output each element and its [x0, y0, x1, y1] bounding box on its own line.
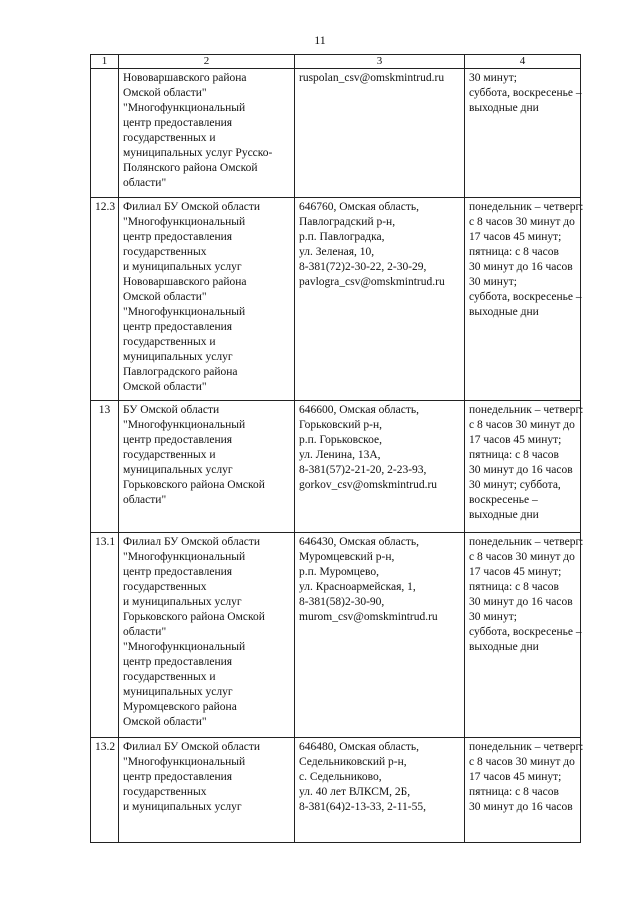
text-line: Горьковский р-н,: [299, 419, 382, 431]
text-line: центр предоставления: [123, 117, 233, 129]
text-line: gorkov_csv@omskmintrud.ru: [299, 479, 438, 491]
text-line: понедельник – четверг:: [469, 404, 584, 416]
text-line: Филиал БУ Омской области: [123, 536, 261, 548]
text-line: выходные дни: [469, 509, 539, 521]
text-line: муниципальных услуг: [123, 351, 233, 363]
office-name-cell: [119, 69, 295, 198]
text-line: р.п. Горьковское,: [299, 434, 383, 446]
text-line: 646600, Омская область,: [299, 404, 420, 416]
text-line: суббота, воскресенье –: [469, 291, 582, 303]
text-line: БУ Омской области: [123, 404, 220, 416]
office-hours-cell: [465, 533, 584, 738]
text-line: Павлоградского района: [123, 366, 238, 378]
text-line: центр предоставления: [123, 231, 233, 243]
office-address-cell: [295, 69, 465, 198]
table-row: [91, 69, 581, 198]
office-name-cell: [119, 738, 295, 843]
text-line: государственных: [123, 786, 207, 798]
row-number: 12.3: [91, 198, 119, 401]
text-line: Муромцевский р-н,: [299, 551, 395, 563]
column-header: 2: [119, 55, 295, 69]
office-address-cell: [295, 401, 465, 533]
text-line: 30 минут;: [469, 72, 517, 84]
text-line: с. Седельниково,: [299, 771, 382, 783]
text-line: ул. Красноармейская, 1,: [299, 581, 416, 593]
text-line: понедельник – четверг:: [469, 741, 584, 753]
text-line: ул. Зеленая, 10,: [299, 246, 375, 258]
text-line: "Многофункциональный: [123, 551, 246, 563]
text-line: ruspolan_csv@omskmintrud.ru: [299, 72, 445, 84]
office-address-cell: [295, 198, 465, 401]
column-header: 4: [465, 55, 581, 69]
text-line: центр предоставления: [123, 321, 233, 333]
text-line: 30 минут до 16 часов: [469, 801, 573, 813]
text-line: Полянского района Омской: [123, 162, 258, 174]
text-line: "Многофункциональный: [123, 306, 246, 318]
row-number: [91, 69, 119, 198]
table-header-row: [91, 55, 581, 69]
text-line: Омской области": [123, 291, 207, 303]
column-header: 1: [91, 55, 119, 69]
text-line: муниципальных услуг: [123, 464, 233, 476]
text-line: Омской области": [123, 716, 207, 728]
text-line: 17 часов 45 минут;: [469, 434, 562, 446]
text-line: понедельник – четверг:: [469, 536, 584, 548]
text-line: 17 часов 45 минут;: [469, 566, 562, 578]
text-line: 17 часов 45 минут;: [469, 231, 562, 243]
text-line: ул. 40 лет ВЛКСМ, 2Б,: [299, 786, 411, 798]
text-line: понедельник – четверг:: [469, 201, 584, 213]
text-line: "Многофункциональный: [123, 102, 246, 114]
office-name-cell: [119, 401, 295, 533]
text-line: Филиал БУ Омской области: [123, 741, 261, 753]
text-line: центр предоставления: [123, 434, 233, 446]
text-line: 30 минут до 16 часов: [469, 596, 573, 608]
text-line: Горьковского района Омской: [123, 479, 265, 491]
text-line: пятница: с 8 часов: [469, 449, 559, 461]
text-line: суббота, воскресенье –: [469, 626, 582, 638]
text-line: Муромцевского района: [123, 701, 237, 713]
text-line: 30 минут; суббота,: [469, 479, 561, 491]
text-line: 8-381(57)2-21-20, 2-23-93,: [299, 464, 427, 476]
table-row: [91, 401, 581, 533]
text-line: области": [123, 177, 167, 189]
text-line: р.п. Муромцево,: [299, 566, 380, 578]
office-hours-cell: [465, 198, 584, 401]
text-line: с 8 часов 30 минут до: [469, 216, 575, 228]
text-line: пятница: с 8 часов: [469, 786, 559, 798]
text-line: муниципальных услуг: [123, 686, 233, 698]
text-line: "Многофункциональный: [123, 756, 246, 768]
table-row: [91, 533, 581, 738]
page-number: 11: [314, 33, 326, 47]
text-line: выходные дни: [469, 641, 539, 653]
text-line: р.п. Павлоградка,: [299, 231, 385, 243]
text-line: 646480, Омская область,: [299, 741, 420, 753]
text-line: Омской области": [123, 381, 207, 393]
text-line: murom_csv@omskmintrud.ru: [299, 611, 438, 623]
text-line: 8-381(58)2-30-90,: [299, 596, 385, 608]
text-line: 30 минут до 16 часов: [469, 261, 573, 273]
office-hours-cell: [465, 69, 581, 198]
text-line: с 8 часов 30 минут до: [469, 551, 575, 563]
text-line: государственных: [123, 246, 207, 258]
table-row: [91, 738, 581, 843]
text-line: pavlogra_csv@omskmintrud.ru: [299, 276, 445, 288]
table-row: [91, 198, 581, 401]
text-line: с 8 часов 30 минут до: [469, 756, 575, 768]
text-line: 30 минут;: [469, 611, 517, 623]
text-line: центр предоставления: [123, 566, 233, 578]
text-line: 30 минут до 16 часов: [469, 464, 573, 476]
text-line: муниципальных услуг Русско-: [123, 147, 273, 159]
text-line: выходные дни: [469, 306, 539, 318]
text-line: области": [123, 626, 167, 638]
row-number: 13.2: [91, 738, 119, 843]
office-name-cell: [119, 198, 295, 401]
text-line: Нововаршавского района: [123, 72, 247, 84]
text-line: Нововаршавского района: [123, 276, 247, 288]
text-line: пятница: с 8 часов: [469, 581, 559, 593]
text-line: выходные дни: [469, 102, 539, 114]
office-name-cell: [119, 533, 295, 738]
text-line: и муниципальных услуг: [123, 596, 242, 608]
row-number: 13.1: [91, 533, 119, 738]
text-line: и муниципальных услуг: [123, 801, 242, 813]
text-line: и муниципальных услуг: [123, 261, 242, 273]
office-hours-cell: [465, 401, 584, 533]
column-header: 3: [295, 55, 465, 69]
text-line: "Многофункциональный: [123, 216, 246, 228]
text-line: 17 часов 45 минут;: [469, 771, 562, 783]
office-address-cell: [295, 738, 465, 843]
text-line: 646760, Омская область,: [299, 201, 420, 213]
text-line: 646430, Омская область,: [299, 536, 420, 548]
text-line: Горьковского района Омской: [123, 611, 265, 623]
text-line: области": [123, 494, 167, 506]
text-line: государственных и: [123, 132, 216, 144]
text-line: Седельниковский р-н,: [299, 756, 407, 768]
text-line: центр предоставления: [123, 656, 233, 668]
text-line: 30 минут;: [469, 276, 517, 288]
text-line: 8-381(72)2-30-22, 2-30-29,: [299, 261, 427, 273]
text-line: государственных: [123, 581, 207, 593]
row-number: 13: [91, 401, 119, 533]
text-line: государственных и: [123, 449, 216, 461]
office-hours-cell: [465, 738, 584, 843]
text-line: Павлоградский р-н,: [299, 216, 396, 228]
text-line: центр предоставления: [123, 771, 233, 783]
offices-table: [90, 54, 584, 843]
office-address-cell: [295, 533, 465, 738]
text-line: государственных и: [123, 671, 216, 683]
text-line: "Многофункциональный: [123, 419, 246, 431]
text-line: пятница: с 8 часов: [469, 246, 559, 258]
text-line: Омской области": [123, 87, 207, 99]
text-line: Филиал БУ Омской области: [123, 201, 261, 213]
text-line: воскресенье –: [469, 494, 538, 506]
text-line: "Многофункциональный: [123, 641, 246, 653]
text-line: с 8 часов 30 минут до: [469, 419, 575, 431]
text-line: 8-381(64)2-13-33, 2-11-55,: [299, 801, 427, 813]
text-line: суббота, воскресенье –: [469, 87, 582, 99]
text-line: государственных и: [123, 336, 216, 348]
text-line: ул. Ленина, 13А,: [299, 449, 381, 461]
